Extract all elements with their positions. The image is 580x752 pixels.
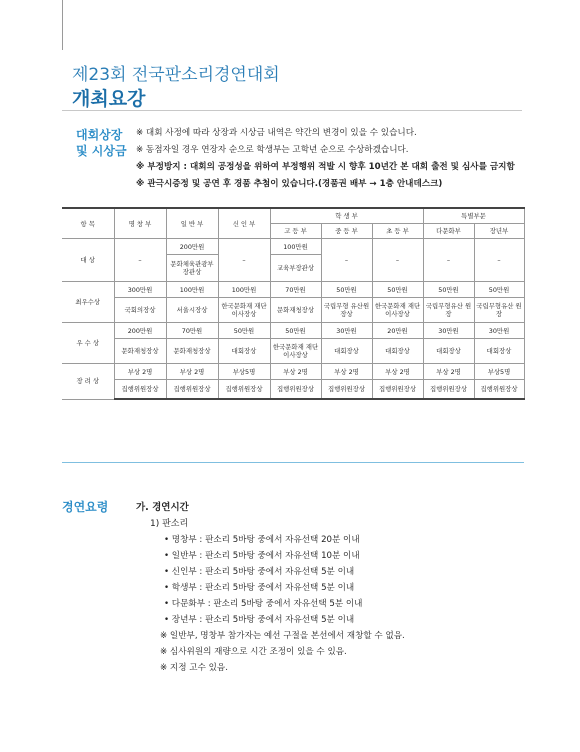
page-subtitle: 개최요강 [72, 88, 146, 110]
table-cell: 대회장상 [321, 339, 372, 364]
list-item: • 일반부 : 판소리 5바탕 중에서 자유선택 10분 이내 [164, 551, 360, 561]
table-cell: 50만원 [270, 323, 321, 339]
table-cell: 집행위원장상 [372, 380, 423, 400]
header-elementary: 초 등 부 [372, 224, 423, 239]
contest-heading: 가. 경연시간 [136, 502, 189, 513]
header-sinin: 신 인 부 [218, 208, 270, 239]
table-cell: 교육부장관상 [270, 255, 321, 282]
table-row [62, 339, 524, 364]
table-cell: – [423, 239, 474, 282]
table-cell: 100만원 [166, 282, 218, 298]
prize-note: ※ 관극시증정 및 공연 후 경품 추첨이 있습니다.(경품권 배부 → 1층 안내데스크) [136, 179, 443, 189]
section-divider [62, 462, 524, 463]
contest-section-label: 경연요령 [62, 500, 109, 514]
table-row [62, 380, 524, 400]
table-cell: 서울시장상 [166, 298, 218, 323]
table-row [62, 282, 524, 298]
table-cell: 50만원 [474, 282, 524, 298]
prize-table [62, 207, 525, 400]
table-cell: – [218, 239, 270, 282]
table-cell: 국회의장상 [114, 298, 166, 323]
list-item: • 신인부 : 판소리 5바탕 중에서 자유선택 5분 이내 [164, 567, 355, 577]
table-cell: 부상5명 [474, 364, 524, 380]
table-cell: – [114, 239, 166, 282]
header-ilban: 일 반 부 [166, 208, 218, 239]
contest-subheading: 1) 판소리 [150, 519, 189, 529]
header-high: 고 등 부 [270, 224, 321, 239]
table-cell: 부상 2명 [372, 364, 423, 380]
table-cell: – [474, 239, 524, 282]
table-cell: 한국문화재 재단이사장상 [372, 298, 423, 323]
table-cell: 부상 2명 [321, 364, 372, 380]
prizes-label-line1: 대회상장 [76, 128, 123, 142]
table-cell: 집행위원장상 [270, 380, 321, 400]
table-cell: 대회장상 [423, 339, 474, 364]
table-cell: 집행위원장상 [166, 380, 218, 400]
table-cell: 대회장상 [372, 339, 423, 364]
table-cell: 부상 2명 [270, 364, 321, 380]
table-cell: 국립무형유산 원장 [474, 298, 524, 323]
header-student: 학 생 부 [270, 208, 423, 224]
table-cell: 50만원 [218, 323, 270, 339]
table-cell: 부상 2명 [114, 364, 166, 380]
table-cell: 한국문화재 재단이사장상 [218, 298, 270, 323]
table-cell: 부상 2명 [423, 364, 474, 380]
contest-note: ※ 지정 고수 있음. [160, 663, 228, 673]
table-cell: 70만원 [166, 323, 218, 339]
header-special: 특별부문 [423, 208, 524, 224]
table-cell: 한국문화재 재단이사장상 [270, 339, 321, 364]
row-label-jangnyeo: 장 려 상 [62, 364, 114, 400]
contest-note: ※ 일반부, 명창부 참가자는 예선 구절을 본선에서 재창할 수 없음. [160, 631, 405, 641]
table-cell: 50만원 [321, 282, 372, 298]
page-title: 제23회 전국판소리경연대회 [72, 65, 280, 85]
table-cell: 집행위원장상 [321, 380, 372, 400]
header-vertical-rule [62, 0, 63, 50]
table-cell: 대회장상 [474, 339, 524, 364]
table-cell: 문화재청장상 [166, 339, 218, 364]
table-cell: 30만원 [423, 323, 474, 339]
table-cell: 문화재청장상 [270, 298, 321, 323]
table-cell: – [321, 239, 372, 282]
header-disabled: 장년부 [474, 224, 524, 239]
table-cell: 30만원 [321, 323, 372, 339]
table-cell: 문화재청장상 [114, 339, 166, 364]
prizes-label-line2: 및 시상금 [76, 144, 127, 158]
header-multicultural: 다문화부 [423, 224, 474, 239]
table-cell: 부상 2명 [166, 364, 218, 380]
table-cell: 200만원 [166, 239, 218, 255]
table-cell: 70만원 [270, 282, 321, 298]
table-cell: – [372, 239, 423, 282]
table-row [62, 364, 524, 380]
list-item: • 학생부 : 판소리 5바탕 중에서 자유선택 5분 이내 [164, 583, 355, 593]
table-cell: 100만원 [218, 282, 270, 298]
list-item: • 다문화부 : 판소리 5바탕 중에서 자유선택 5분 이내 [164, 599, 363, 609]
table-cell: 50만원 [372, 282, 423, 298]
table-cell: 국립무형유산 원장 [423, 298, 474, 323]
list-item: • 명창부 : 판소리 5바탕 중에서 자유선택 20분 이내 [164, 535, 360, 545]
table-cell: 집행위원장상 [474, 380, 524, 400]
table-cell: 부상5명 [218, 364, 270, 380]
header-category: 항 목 [62, 208, 114, 239]
row-label-usu: 우 수 상 [62, 323, 114, 364]
prizes-section-label [76, 127, 127, 159]
table-cell: 집행위원장상 [423, 380, 474, 400]
prize-note: ※ 대회 사정에 따라 상장과 시상금 내역은 약간의 변경이 있을 수 있습니다. [136, 128, 417, 138]
prizes-notes [136, 125, 536, 193]
prize-note: ※ 부정방지 : 대회의 공정성을 위하여 부정행위 적발 시 향후 10년간 본 대회 출전 및 심사를 금지함 [136, 162, 515, 172]
row-label-choiusu: 최우수상 [62, 282, 114, 323]
table-cell: 집행위원장상 [218, 380, 270, 400]
table-row [62, 323, 524, 339]
table-cell: 문화체육관광부 장관상 [166, 255, 218, 282]
list-item: • 장년부 : 판소리 5바탕 중에서 자유선택 5분 이내 [164, 615, 355, 625]
table-cell: 집행위원장상 [114, 380, 166, 400]
table-cell: 100만원 [270, 239, 321, 255]
table-cell: 30만원 [474, 323, 524, 339]
row-label-daesang: 대 상 [62, 239, 114, 282]
table-row [62, 298, 524, 323]
table-cell: 국립무형 유산원장상 [321, 298, 372, 323]
prize-note: ※ 동점자일 경우 연장자 순으로 학생부는 고학년 순으로 수상하겠습니다. [136, 145, 409, 155]
table-cell: 300만원 [114, 282, 166, 298]
table-cell: 50만원 [423, 282, 474, 298]
table-cell: 20만원 [372, 323, 423, 339]
table-row [62, 239, 524, 255]
table-cell: 대회장상 [218, 339, 270, 364]
table-cell: 200만원 [114, 323, 166, 339]
header-myeongchang: 명 창 부 [114, 208, 166, 239]
header-middle: 중 등 부 [321, 224, 372, 239]
contest-details [136, 500, 536, 676]
title-divider [62, 110, 522, 111]
contest-note: ※ 심사위원의 재량으로 시간 조정이 있을 수 있음. [160, 647, 347, 657]
